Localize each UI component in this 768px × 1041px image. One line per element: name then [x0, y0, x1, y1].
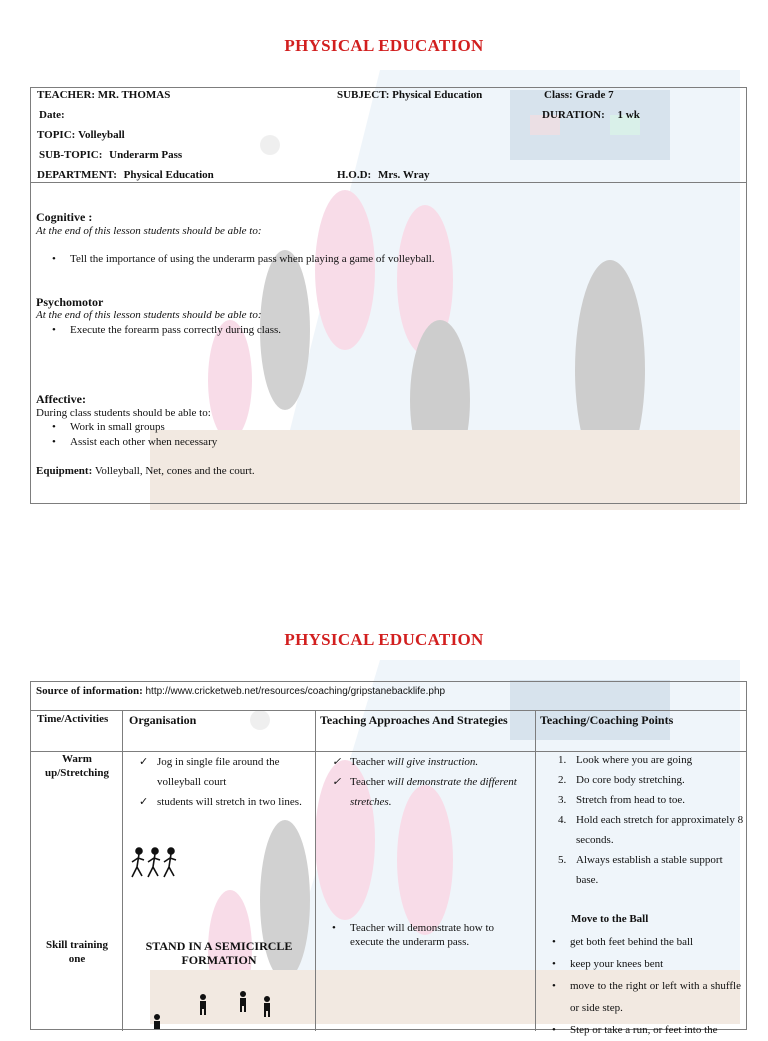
- subtopic-label: SUB-TOPIC:: [39, 149, 103, 161]
- subtopic-value: Underarm Pass: [109, 149, 183, 161]
- subtopic-field: [39, 148, 182, 162]
- affective-heading: Affective:: [36, 392, 86, 406]
- topic-label: TOPIC:: [37, 129, 76, 141]
- list-item: • get both feet behind the ball: [536, 931, 741, 953]
- list-item: 3. Stretch from head to toe.: [536, 790, 744, 810]
- equipment-label: Equipment:: [36, 465, 93, 477]
- column-header-time: Time/Activities: [37, 713, 109, 725]
- activities-table: [30, 710, 747, 1036]
- approaches-list-2: [316, 921, 526, 949]
- list-item: 4. Hold each stretch for approximately 8 seconds.: [536, 810, 744, 850]
- subject-field: SUBJECT: Physical Education: [337, 89, 483, 101]
- list-item: [316, 752, 526, 772]
- topic-value: Volleyball: [78, 129, 125, 141]
- page-title: PHYSICAL EDUCATION: [284, 36, 484, 55]
- list-item: • Teacher will demonstrate how to execute the underarm pass.: [316, 921, 526, 949]
- list-item: • Step or take a run, or feet into the: [536, 1019, 741, 1041]
- column-header-points: Teaching/Coaching Points: [540, 713, 674, 727]
- affective-list: [36, 420, 217, 449]
- list-item: • move to the right or left with a shuffle or side step.: [536, 975, 741, 1019]
- department-label: DEPARTMENT:: [37, 169, 117, 181]
- list-item: • Work in small groups: [36, 420, 217, 434]
- list-item: • keep your knees bent: [536, 953, 741, 975]
- approach-plain-2: Teacher: [350, 776, 388, 788]
- source-row: [30, 681, 747, 711]
- hod-field: [337, 168, 430, 182]
- list-item: [316, 772, 526, 812]
- approaches-list: [316, 752, 526, 812]
- hod-value: Mrs. Wray: [377, 169, 430, 181]
- equipment-value: Volleyball, Net, cones and the court.: [94, 465, 255, 477]
- list-item: ✓ students will stretch in two lines.: [123, 792, 311, 812]
- equipment-line: [36, 464, 255, 478]
- column-header-organisation: Organisation: [129, 713, 197, 727]
- joggers-figure: [129, 847, 181, 887]
- psychomotor-heading: Psychomotor: [36, 295, 104, 309]
- list-item: 5. Always establish a stable support base.: [536, 850, 744, 890]
- move-to-ball-heading: Move to the Ball: [571, 913, 649, 925]
- approach-italic-1: will give instruction.: [387, 756, 479, 768]
- source-line: [36, 684, 445, 699]
- duration-value: 1 wk: [617, 109, 640, 121]
- psychomotor-intro: At the end of this lesson students should be able to:: [36, 309, 262, 321]
- cognitive-list: [36, 252, 435, 266]
- objectives-section: [30, 182, 747, 504]
- approach-italic-2: will demonstrate the different stretches.: [350, 776, 517, 808]
- teacher-field: TEACHER: MR. THOMAS: [37, 89, 171, 101]
- cognitive-intro: At the end of this lesson students should be able to:: [36, 225, 262, 237]
- hod-label: H.O.D:: [337, 169, 372, 181]
- formation-heading: STAND IN A SEMICIRCLE FORMATION: [145, 939, 293, 967]
- duration-label: DURATION:: [542, 109, 605, 121]
- affective-intro: During class students should be able to:: [36, 407, 211, 419]
- cognitive-heading: Cognitive :: [36, 210, 93, 224]
- approach-plain-1: Teacher: [350, 756, 388, 768]
- coaching-points-list: [536, 750, 744, 890]
- date-field: Date:: [39, 109, 65, 121]
- semicircle-figures: [141, 991, 291, 1031]
- department-value: Physical Education: [123, 169, 214, 181]
- topic-field: [37, 128, 125, 142]
- psychomotor-list: [36, 323, 281, 337]
- header-table: [30, 87, 747, 183]
- activity-warmup: Warm up/Stretching: [45, 753, 109, 779]
- department-field: [37, 168, 214, 182]
- list-item: ✓ Jog in single file around the volleyball court: [123, 752, 311, 792]
- activity-skill-one: Skill training one: [45, 939, 109, 965]
- list-item: • Assist each other when necessary: [36, 435, 217, 449]
- class-field: Class: Grade 7: [544, 89, 614, 101]
- list-item: 1. Look where you are going: [536, 750, 744, 770]
- duration-field: [542, 108, 640, 122]
- list-item: • Execute the forearm pass correctly during class.: [36, 323, 281, 337]
- column-header-approaches: Teaching Approaches And Strategies: [320, 713, 508, 727]
- list-item: • Tell the importance of using the underarm pass when playing a game of volleyball.: [36, 252, 435, 266]
- organisation-list: [123, 752, 311, 812]
- source-label: Source of information:: [36, 685, 143, 697]
- move-to-ball-list: [536, 931, 741, 1041]
- page-title-2: PHYSICAL EDUCATION: [284, 630, 484, 649]
- source-value: http://www.cricketweb.net/resources/coaching/gripstanebacklife.php: [145, 686, 446, 697]
- list-item: 2. Do core body stretching.: [536, 770, 744, 790]
